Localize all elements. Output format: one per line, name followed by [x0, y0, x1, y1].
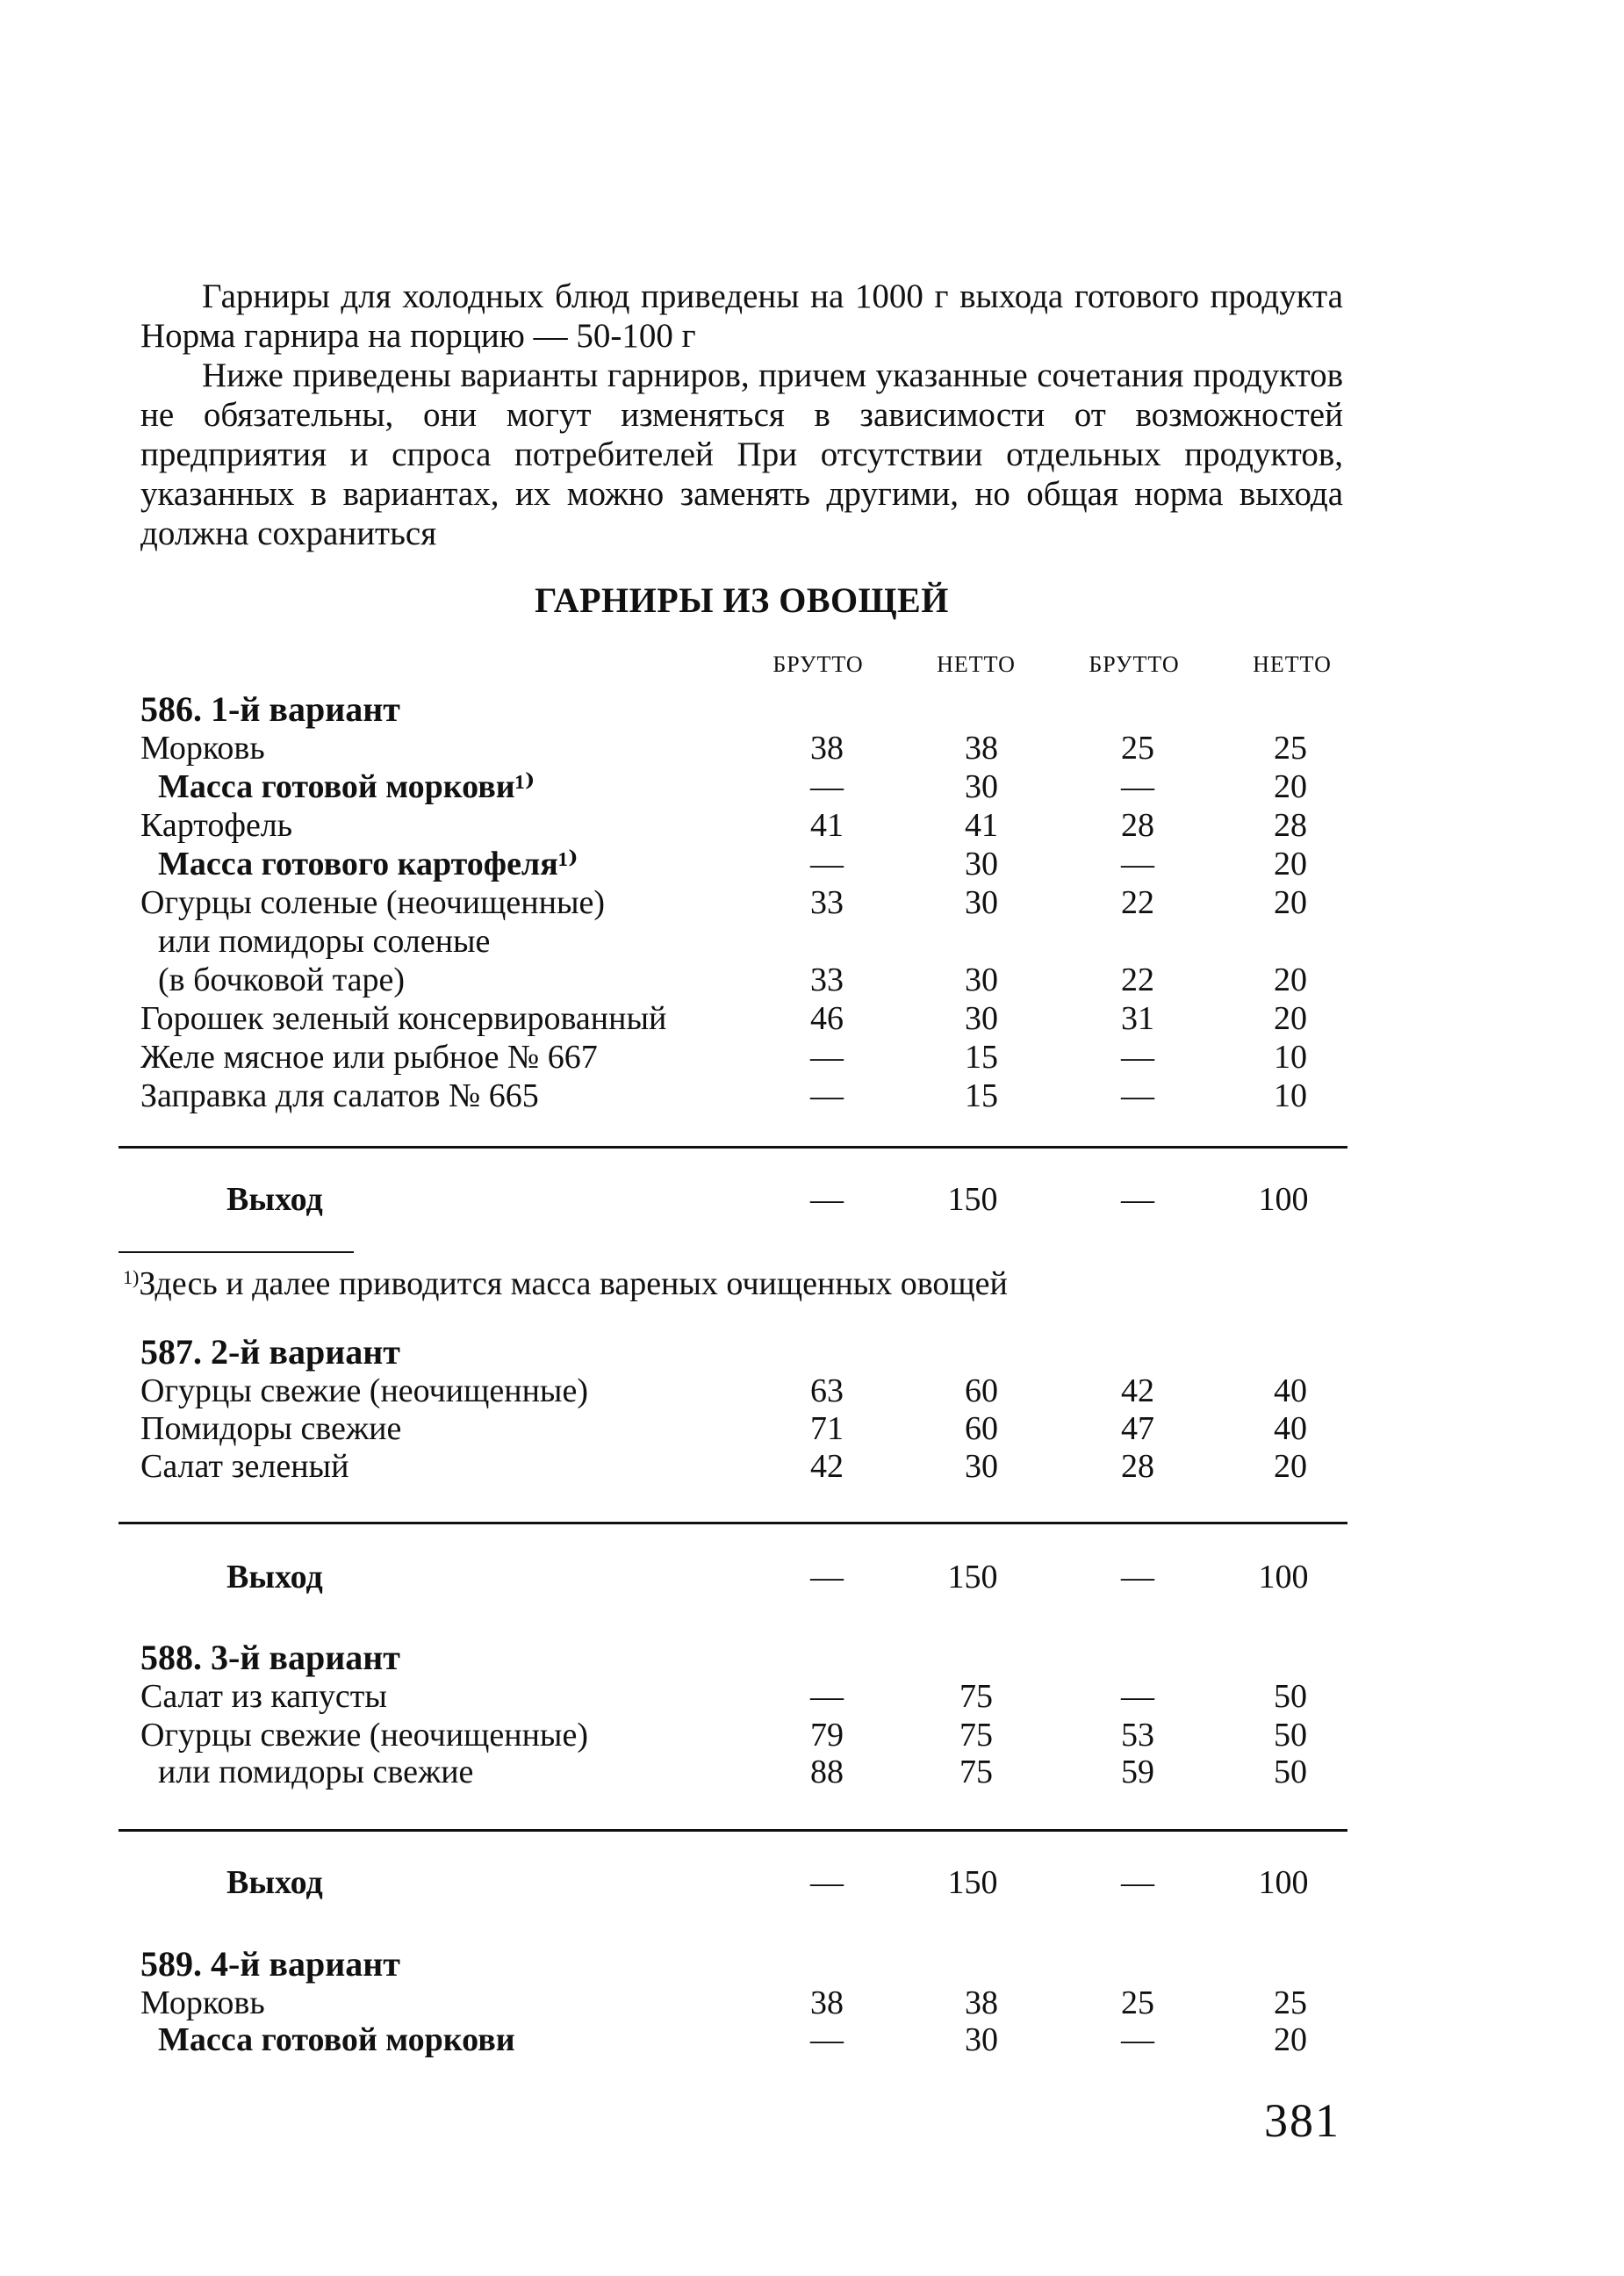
- value-cell: 100: [1258, 1181, 1309, 1218]
- footnote: [123, 1258, 1008, 1303]
- table-row: [0, 883, 1624, 922]
- value-cell: 28: [1121, 1448, 1154, 1485]
- table-row: [0, 729, 1624, 767]
- value-cell: —: [810, 846, 844, 882]
- value-cell: 42: [810, 1448, 844, 1485]
- value-cell: 25: [1274, 730, 1307, 767]
- value-cell: —: [1121, 1559, 1154, 1595]
- ingredient-label: Морковь: [140, 730, 265, 767]
- table-row: [0, 1409, 1624, 1448]
- value-cell: 20: [1274, 768, 1307, 805]
- value-cell: 20: [1274, 1448, 1307, 1485]
- value-cell: 30: [965, 1448, 998, 1485]
- table-divider: [119, 1146, 1347, 1149]
- value-cell: 28: [1121, 807, 1154, 844]
- value-cell: 30: [965, 884, 998, 921]
- value-cell: 30: [965, 1000, 998, 1037]
- value-cell: —: [1121, 846, 1154, 882]
- value-cell: 25: [1274, 1984, 1307, 2021]
- value-cell: 20: [1274, 846, 1307, 882]
- ingredient-label: Огурцы свежие (неочищенные): [140, 1717, 588, 1754]
- value-cell: 71: [810, 1410, 844, 1447]
- column-header-netto-2: НЕТТО: [1253, 652, 1332, 677]
- value-cell: 30: [965, 962, 998, 998]
- table-row: [0, 1716, 1624, 1754]
- intro-paragraph-2: Ниже приведены варианты гарниров, причем указанные сочетания продуктов не обязательны, они могут изменяться в зависимости от возможностей предприятия и спроса потребителей При отсутствии отдельных продуктов, указанных в вариантах, их можно заменять другими, но общая норма выхода должна сохраниться: [140, 357, 1343, 552]
- value-cell: 42: [1121, 1372, 1154, 1409]
- ingredient-label: или помидоры соленые: [158, 923, 491, 960]
- table-divider: [119, 1522, 1347, 1524]
- recipe-title: 589. 4-й вариант: [140, 1944, 400, 1984]
- value-cell: 75: [959, 1678, 993, 1715]
- value-cell: 38: [810, 730, 844, 767]
- value-cell: —: [1121, 768, 1154, 805]
- ingredient-label: (в бочковой таре): [158, 962, 406, 998]
- value-cell: 150: [947, 1181, 998, 1218]
- value-cell: 10: [1274, 1077, 1307, 1114]
- table-row: [0, 2020, 1624, 2059]
- table-row: [0, 1753, 1624, 1791]
- value-cell: 60: [965, 1410, 998, 1447]
- value-cell: 50: [1274, 1717, 1307, 1754]
- value-cell: —: [1121, 1678, 1154, 1715]
- value-cell: 30: [965, 2021, 998, 2058]
- value-cell: 30: [965, 768, 998, 805]
- table-row: [0, 1984, 1624, 2022]
- value-cell: 38: [810, 1984, 844, 2021]
- value-cell: 22: [1121, 962, 1154, 998]
- column-header-netto-1: НЕТТО: [937, 652, 1016, 677]
- yield-row: [0, 1558, 1624, 1596]
- value-cell: 63: [810, 1372, 844, 1409]
- value-cell: 41: [810, 807, 844, 844]
- value-cell: —: [1121, 1077, 1154, 1114]
- recipe-title-row: [0, 1945, 1624, 1984]
- value-cell: 28: [1274, 807, 1307, 844]
- table-row: [0, 1677, 1624, 1716]
- value-cell: 75: [959, 1717, 993, 1754]
- table-row: [0, 845, 1624, 883]
- value-cell: 75: [959, 1754, 993, 1790]
- value-cell: —: [1121, 1864, 1154, 1901]
- value-cell: —: [810, 1077, 844, 1114]
- table-row: [0, 1372, 1624, 1410]
- yield-label: Выход: [226, 1864, 323, 1901]
- intro-paragraph-1: Гарниры для холодных блюд приведены на 1000 г выхода готового продукта Норма гарнира на порцию — 50-100 г: [140, 277, 1343, 355]
- yield-label: Выход: [226, 1559, 323, 1595]
- value-cell: 50: [1274, 1678, 1307, 1715]
- value-cell: 40: [1274, 1372, 1307, 1409]
- value-cell: 41: [965, 807, 998, 844]
- recipe-title: 588. 3-й вариант: [140, 1638, 400, 1677]
- ingredient-label: Салат из капусты: [140, 1678, 387, 1715]
- value-cell: 33: [810, 884, 844, 921]
- value-cell: 38: [965, 1984, 998, 2021]
- table-divider: [119, 1829, 1347, 1832]
- value-cell: 20: [1274, 884, 1307, 921]
- value-cell: —: [1121, 1039, 1154, 1076]
- value-cell: 25: [1121, 1984, 1154, 2021]
- recipe-title: 586. 1-й вариант: [140, 689, 400, 729]
- value-cell: 33: [810, 962, 844, 998]
- value-cell: —: [810, 1559, 844, 1595]
- intro-text: [140, 277, 1343, 553]
- footnote-divider: [119, 1251, 354, 1253]
- ingredient-label: или помидоры свежие: [158, 1754, 474, 1790]
- value-cell: 50: [1274, 1754, 1307, 1790]
- ingredient-label: Масса готового картофеля¹⁾: [158, 846, 578, 882]
- ingredient-label: Морковь: [140, 1984, 265, 2021]
- value-cell: 31: [1121, 1000, 1154, 1037]
- value-cell: —: [810, 1864, 844, 1901]
- value-cell: —: [810, 768, 844, 805]
- value-cell: 88: [810, 1754, 844, 1790]
- value-cell: 30: [965, 846, 998, 882]
- value-cell: 59: [1121, 1754, 1154, 1790]
- table-row: [0, 1077, 1624, 1115]
- value-cell: 15: [965, 1077, 998, 1114]
- ingredient-label: Масса готовой моркови: [158, 2021, 515, 2058]
- value-cell: —: [810, 1039, 844, 1076]
- ingredient-label: Желе мясное или рыбное № 667: [140, 1039, 598, 1076]
- yield-row: [0, 1863, 1624, 1902]
- ingredient-label: Огурцы свежие (неочищенные): [140, 1372, 588, 1409]
- value-cell: 60: [965, 1372, 998, 1409]
- value-cell: 40: [1274, 1410, 1307, 1447]
- ingredient-label: Заправка для салатов № 665: [140, 1077, 539, 1114]
- table-row: [0, 961, 1624, 999]
- ingredient-label: Салат зеленый: [140, 1448, 349, 1485]
- page-number: 381: [1264, 2094, 1340, 2147]
- recipe-title-row: [0, 1333, 1624, 1372]
- value-cell: 15: [965, 1039, 998, 1076]
- yield-row: [0, 1180, 1624, 1219]
- recipe-title-row: [0, 1639, 1624, 1677]
- value-cell: 10: [1274, 1039, 1307, 1076]
- value-cell: 100: [1258, 1864, 1309, 1901]
- table-row: [0, 1447, 1624, 1486]
- value-cell: 150: [947, 1864, 998, 1901]
- ingredient-label: Картофель: [140, 807, 293, 844]
- ingredient-label: Горошек зеленый консервированный: [140, 1000, 667, 1037]
- recipe-title: 587. 2-й вариант: [140, 1332, 400, 1372]
- value-cell: 20: [1274, 1000, 1307, 1037]
- value-cell: 20: [1274, 2021, 1307, 2058]
- footnote-mark: 1): [123, 1266, 140, 1288]
- value-cell: 150: [947, 1559, 998, 1595]
- column-header-brutto-1: БРУТТО: [772, 652, 864, 677]
- value-cell: 22: [1121, 884, 1154, 921]
- table-row: [0, 999, 1624, 1038]
- value-cell: 47: [1121, 1410, 1154, 1447]
- table-row: [0, 1038, 1624, 1077]
- yield-label: Выход: [226, 1181, 323, 1218]
- table-row: [0, 767, 1624, 806]
- value-cell: —: [1121, 2021, 1154, 2058]
- value-cell: 53: [1121, 1717, 1154, 1754]
- table-row: [0, 806, 1624, 845]
- value-cell: —: [810, 1678, 844, 1715]
- ingredient-label: Огурцы соленые (неочищенные): [140, 884, 605, 921]
- value-cell: 46: [810, 1000, 844, 1037]
- value-cell: 100: [1258, 1559, 1309, 1595]
- recipe-title-row: [0, 690, 1624, 729]
- section-title: ГАРНИРЫ ИЗ ОВОЩЕЙ: [535, 580, 949, 620]
- value-cell: —: [810, 1181, 844, 1218]
- value-cell: 79: [810, 1717, 844, 1754]
- ingredient-label: Масса готовой моркови¹⁾: [158, 768, 535, 805]
- ingredient-label: Помидоры свежие: [140, 1410, 402, 1447]
- value-cell: —: [1121, 1181, 1154, 1218]
- value-cell: 20: [1274, 962, 1307, 998]
- table-row: [0, 922, 1624, 961]
- value-cell: 38: [965, 730, 998, 767]
- value-cell: 25: [1121, 730, 1154, 767]
- column-header-brutto-2: БРУТТО: [1089, 652, 1180, 677]
- value-cell: —: [810, 2021, 844, 2058]
- footnote-text: Здесь и далее приводится масса вареных очищенных овощей: [139, 1265, 1008, 1302]
